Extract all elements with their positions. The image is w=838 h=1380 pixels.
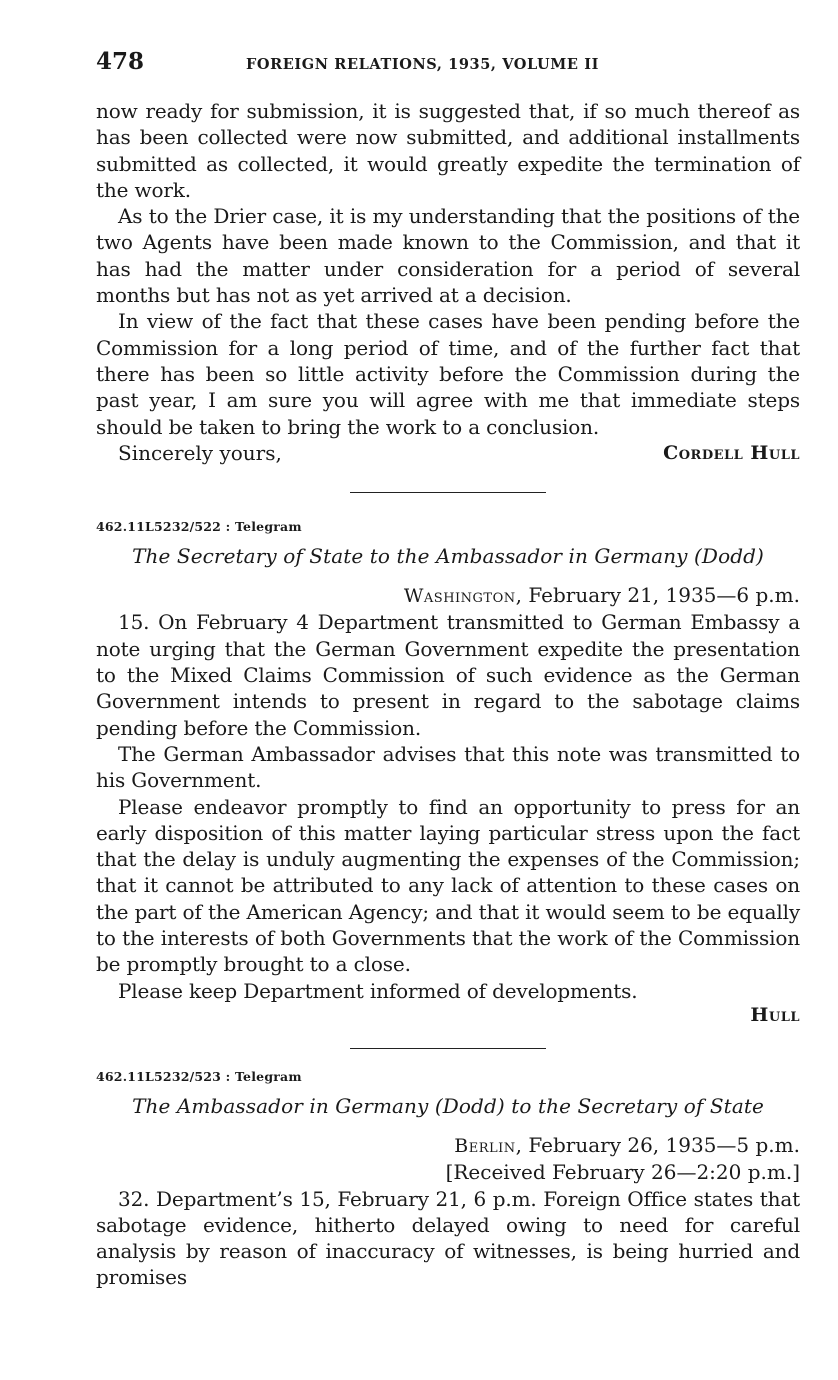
- page-header: [96, 48, 800, 86]
- section-divider: [350, 1048, 546, 1049]
- signature: Cordell Hull: [663, 441, 800, 464]
- file-reference: 462.11L5232/523 : Telegram: [96, 1068, 302, 1084]
- dateline: [96, 582, 800, 609]
- section-divider: [350, 492, 546, 493]
- document-page: [96, 48, 800, 1291]
- dateline-place: Washington: [403, 585, 516, 608]
- received-line: [Received February 26—2:20 p.m.]: [445, 1160, 800, 1185]
- paragraph: The German Ambassador advises that this note was transmitted to his Government.: [96, 741, 800, 793]
- closing-line: [96, 440, 800, 466]
- dateline-date: , February 21, 1935—6 p.m.: [515, 583, 800, 608]
- page-number: 478: [96, 48, 145, 75]
- paragraph: Please keep Department informed of developments.: [118, 978, 638, 1003]
- paragraph: 15. On February 4 Department transmitted to German Embassy a note urging that the German Government expedite the presentation to the Mixed Claims Commission of such evidence as the German Government intends to present in regard to the sabotage claims pending before the Commission.: [96, 610, 800, 740]
- paragraph: Please endeavor promptly to find an opportunity to press for an early disposition of this matter laying particular stress upon the fact that the delay is unduly augmenting the expenses of the Commission; that it cannot be attributed to any lack of attention to these cases on the part of the American Agency; and that it would seem to be equally to the interests of both Governments that the work of the Commission be promptly brought to a close.: [96, 794, 800, 977]
- dateline-place: Berlin: [454, 1134, 516, 1157]
- paragraph: In view of the fact that these cases have been pending before the Commission for a long period of time, and of the further fact that there has been so little activity before the Commission during the past year, I am sure you will agree with me that immediate steps should be taken to bring the work to a conclusion.: [96, 309, 800, 439]
- document-title: The Secretary of State to the Ambassador in Germany (Dodd): [132, 544, 764, 569]
- paragraph: now ready for submission, it is suggested that, if so much thereof as has been collected were now submitted, and additional installments submitted as collected, it would greatly expedite the termination of the work.: [96, 99, 800, 202]
- dateline-date: , February 26, 1935—5 p.m.: [515, 1132, 800, 1157]
- signature: Hull: [750, 1003, 800, 1026]
- running-head: FOREIGN RELATIONS, 1935, VOLUME II: [246, 56, 600, 73]
- document-title: The Ambassador in Germany (Dodd) to the Secretary of State: [132, 1093, 764, 1118]
- paragraph: As to the Drier case, it is my understanding that the positions of the two Agents have been made known to the Commission, and that it has had the matter under consideration for a period of several months but has not as yet arrived at a decision.: [96, 204, 800, 308]
- dateline: [96, 1132, 800, 1159]
- closing-salutation: Sincerely yours,: [118, 440, 282, 465]
- file-reference: 462.11L5232/522 : Telegram: [96, 519, 302, 535]
- paragraph: 32. Department’s 15, February 21, 6 p.m. Foreign Office states that sabotage evidence, hitherto delayed owing to need for careful analysis by reason of inaccuracy of witnesses, is being hurried and promises: [96, 1186, 800, 1290]
